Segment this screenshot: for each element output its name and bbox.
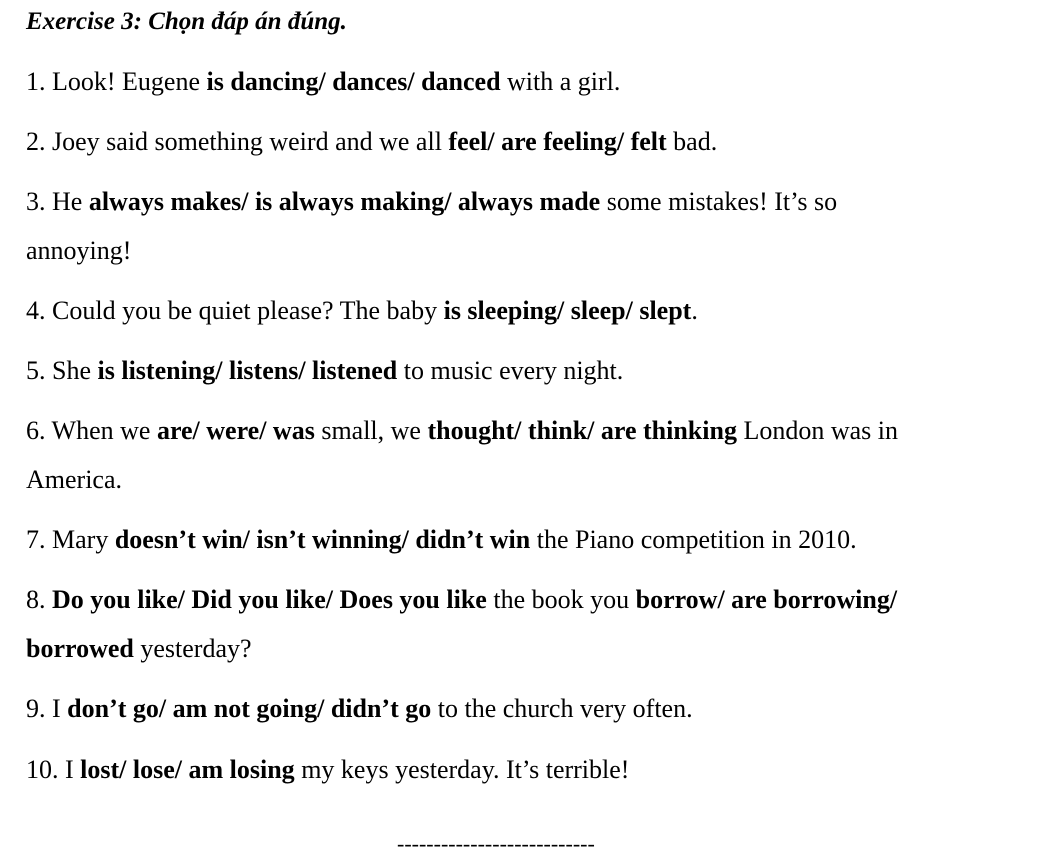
line-text: to the church very often.: [431, 694, 693, 723]
line-text: some mistakes! It’s so: [600, 187, 838, 216]
line-text: America.: [26, 465, 123, 494]
answer-options: feel/ are feeling/ felt: [448, 127, 667, 156]
answer-options: lost/ lose/ am losing: [80, 755, 295, 784]
line-text: 7. Mary: [26, 525, 115, 554]
answer-options: is sleeping/ sleep/ slept: [443, 296, 692, 325]
answer-options: is listening/ listens/ listened: [97, 356, 398, 385]
line-text: the book you: [486, 585, 636, 614]
line-text: bad.: [666, 127, 718, 156]
line-text: 6. When we: [26, 416, 157, 445]
answer-options: thought/ think/ are thinking: [427, 416, 737, 445]
exercise-line-6: [26, 415, 898, 447]
answer-options: are/ were/ was: [156, 416, 315, 445]
answer-options: don’t go/ am not going/ didn’t go: [67, 694, 432, 723]
exercise-line-6-continued: [26, 464, 122, 496]
section-divider: ---------------------------: [397, 831, 595, 856]
answer-options: is dancing/ dances/ danced: [206, 67, 501, 96]
line-text: 1. Look! Eugene: [26, 67, 207, 96]
exercise-line-2: [26, 126, 717, 158]
exercise-line-10: [26, 754, 629, 786]
exercise-line-8-continued: [26, 633, 252, 665]
exercise-line-8: [26, 584, 897, 616]
answer-options: borrow/ are borrowing/: [635, 585, 898, 614]
line-text: 2. Joey said something weird and we all: [26, 127, 449, 156]
line-text: 4. Could you be quiet please? The baby: [26, 296, 444, 325]
exercise-line-1: [26, 66, 620, 98]
exercise-line-5: [26, 355, 623, 387]
exercise-line-3-continued: [26, 235, 131, 267]
line-text: 9. I: [26, 694, 68, 723]
line-text: to music every night.: [397, 356, 624, 385]
exercise-line-3: [26, 186, 837, 218]
line-text: with a girl.: [500, 67, 621, 96]
answer-options: doesn’t win/ isn’t winning/ didn’t win: [114, 525, 531, 554]
answer-options: Do you like/ Did you like/ Does you like: [52, 585, 487, 614]
line-text: .: [691, 296, 698, 325]
line-text: my keys yesterday. It’s terrible!: [294, 755, 630, 784]
line-text: small, we: [314, 416, 428, 445]
line-text: 8.: [26, 585, 52, 614]
answer-options: always makes/ is always making/ always made: [88, 187, 601, 216]
exercise-line-7: [26, 524, 857, 556]
line-text: London was in: [736, 416, 898, 445]
exercise-line-4: [26, 295, 698, 327]
exercise-title: Exercise 3: Chọn đáp án đúng.: [26, 8, 347, 35]
line-text: 10. I: [26, 755, 81, 784]
answer-options: borrowed: [26, 634, 134, 663]
line-text: the Piano competition in 2010.: [530, 525, 857, 554]
exercise-line-9: [26, 693, 693, 725]
line-text: 3. He: [26, 187, 89, 216]
line-text: 5. She: [26, 356, 98, 385]
line-text: yesterday?: [133, 634, 252, 663]
line-text: annoying!: [26, 236, 132, 265]
